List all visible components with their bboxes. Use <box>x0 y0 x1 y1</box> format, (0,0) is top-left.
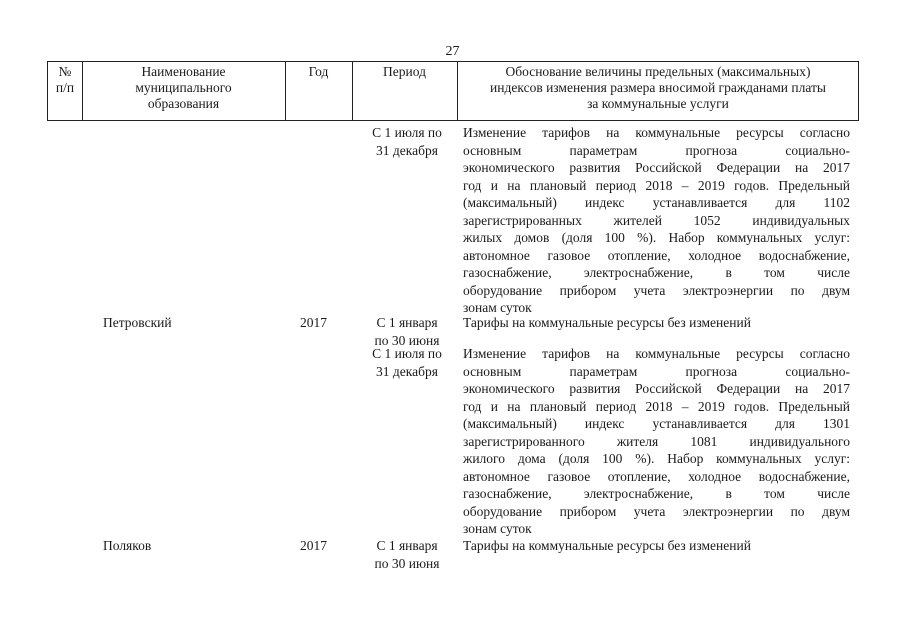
year-cell: 2017 <box>300 538 327 553</box>
period-cell: С 1 января по 30 июня <box>374 538 440 571</box>
page-number: 27 <box>445 44 460 59</box>
table-header <box>47 61 859 121</box>
period-cell: С 1 июля по 31 декабря <box>372 346 442 379</box>
header-basis: Обоснование величины предельных (максимальных) индексов изменения размера вносимой гражданами платы за коммунальные услуги <box>490 64 826 111</box>
municipality-name: Петровский <box>103 315 172 330</box>
header-num: № п/п <box>55 64 75 95</box>
basis-cell: Изменение тарифов на коммунальные ресурсы согласно основным параметрам прогноза социально- экономического развития Российской Федерации на 2017 год и на плановый период 2018 – 2019 годов. Предельный (максимальный) индекс устанавливается для 1102 зарегистрированных жителей 1052 индивидуальных жилых домов (доля 100 %). Набор коммунальных услуг: автономное газовое отопление, холодное водоснабжение, газоснабжение, электроснабжение, в том числе оборудование прибором учета электроэнергии по двум зонам суток <box>463 125 850 315</box>
period-cell: С 1 июля по 31 декабря <box>372 125 442 158</box>
year-cell: 2017 <box>300 315 327 330</box>
basis-cell: Тарифы на коммунальные ресурсы без изменений <box>463 538 751 553</box>
header-period: Период <box>383 64 426 79</box>
period-cell: С 1 января по 30 июня <box>374 315 440 348</box>
basis-cell: Тарифы на коммунальные ресурсы без изменений <box>463 315 751 330</box>
basis-cell: Изменение тарифов на коммунальные ресурсы согласно основным параметрам прогноза социально- экономического развития Российской Федерации на 2017 год и на плановый период 2018 – 2019 годов. Предельный (максимальный) индекс устанавливается для 1301 зарегистрированного жителя 1081 индивидуального жилого дома (доля 100 %). Набор коммунальных услуг: автономное газовое отопление, холодное водоснабжение, газоснабжение, электроснабжение, в том числе оборудование прибором учета электроэнергии по двум зонам суток <box>463 346 850 536</box>
header-name: Наименование муниципального образования <box>135 64 232 111</box>
header-year: Год <box>308 64 329 79</box>
municipality-name: Поляков <box>103 538 152 553</box>
